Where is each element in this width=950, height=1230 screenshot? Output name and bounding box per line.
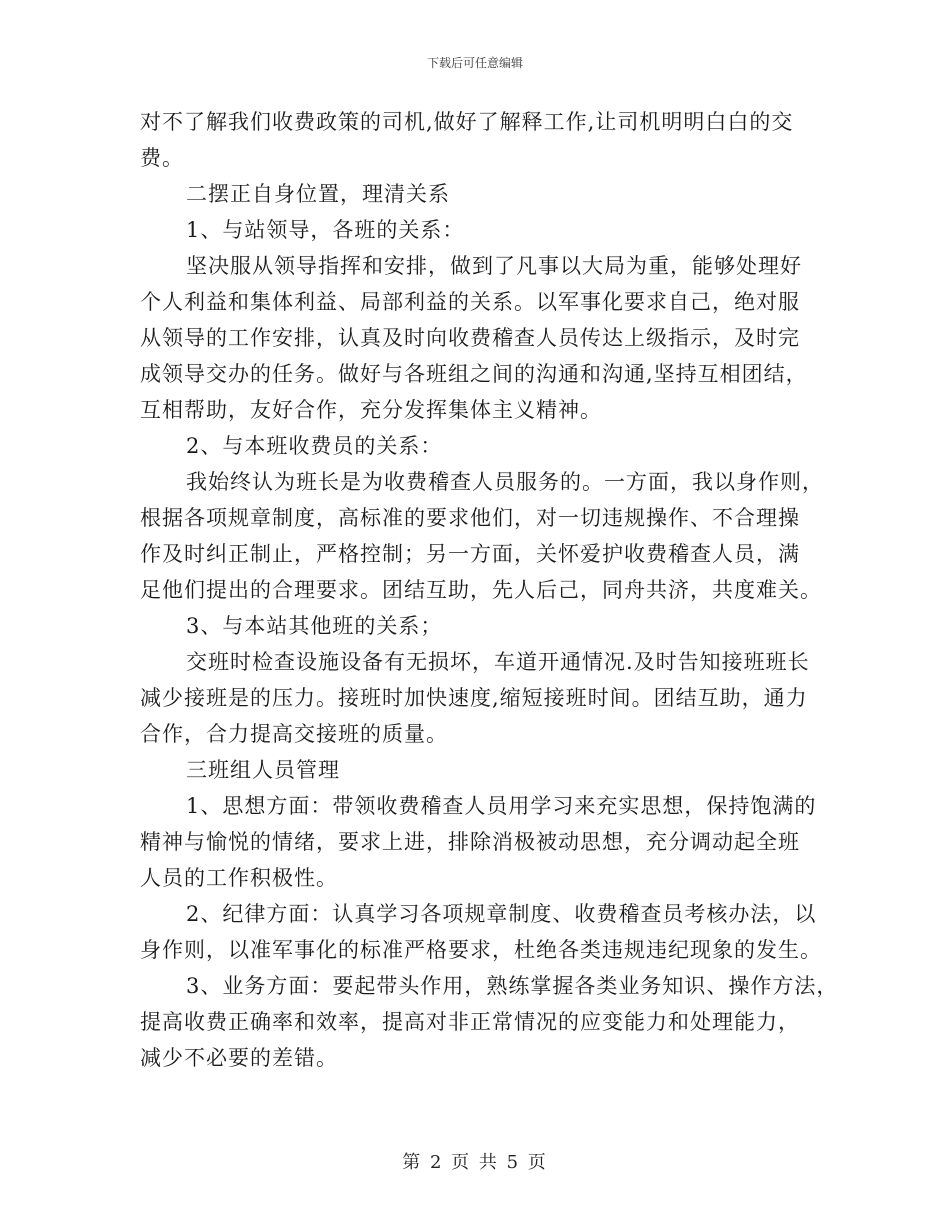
document-body [140, 104, 839, 1076]
page-header: 下载后可任意编辑 [426, 56, 523, 70]
text-line: 坚决服从领导指挥和安排，做到了凡事以大局为重，能够处理好 [186, 254, 802, 278]
text-line: 人员的工作积极性。 [140, 866, 338, 890]
section-heading: 三班组人员管理 [186, 758, 340, 782]
text-line: 减少接班是的压力。接班时加快速度,缩短接班时间。团结互助，通力 [140, 686, 808, 710]
text-line: 互相帮助，友好合作，充分发挥集体主义精神。 [140, 398, 602, 422]
text-line: 身作则，以准军事化的标准严格要求，杜绝各类违规违纪现象的发生。 [140, 938, 822, 962]
text-line: 我始终认为班长是为收费稽查人员服务的。一方面，我以身作则， [186, 470, 824, 494]
text-line: 费。 [140, 146, 184, 170]
text-line: 根据各项规章制度，高标准的要求他们，对一切违规操作、不合理操 [140, 506, 800, 530]
page-number: 第 2 页 共 5 页 [402, 1152, 548, 1173]
text-line: 成领导交办的任务。做好与各班组之间的沟通和沟通,坚持互相团结， [140, 362, 808, 386]
subsection-heading: 2、与本班收费员的关系： [186, 434, 443, 458]
text-line: 1、思想方面：带领收费稽查人员用学习来充实思想，保持饱满的 [186, 794, 817, 818]
subsection-heading: 3、与本站其他班的关系； [186, 614, 443, 638]
text-line: 减少不必要的差错。 [140, 1046, 338, 1070]
text-line: 精神与愉悦的情绪，要求上进，排除消极被动思想，充分调动起全班 [140, 830, 800, 854]
text-line: 合作，合力提高交接班的质量。 [140, 722, 448, 746]
text-line: 个人利益和集体利益、局部利益的关系。以军事化要求自己，绝对服 [140, 290, 800, 314]
text-line: 交班时检查设施设备有无损坏，车道开通情况.及时告知接班班长 [186, 650, 810, 674]
text-line: 2、纪律方面：认真学习各项规章制度、收费稽查员考核办法，以 [186, 902, 817, 926]
subsection-heading: 1、与站领导，各班的关系： [186, 218, 465, 242]
text-line: 对不了解我们收费政策的司机,做好了解释工作,让司机明明白白的交 [140, 110, 794, 134]
section-heading: 二摆正自身位置，理清关系 [186, 182, 450, 206]
text-line: 作及时纠正制止，严格控制；另一方面，关怀爱护收费稽查人员，满 [140, 542, 800, 566]
text-line: 从领导的工作安排，认真及时向收费稽查人员传达上级指示，及时完 [140, 326, 800, 350]
text-line: 足他们提出的合理要求。团结互助，先人后己，同舟共济，共度难关。 [140, 578, 822, 602]
text-line: 3、业务方面：要起带头作用，熟练掌握各类业务知识、操作方法， [186, 974, 839, 998]
text-line: 提高收费正确率和效率，提高对非正常情况的应变能力和处理能力， [140, 1010, 800, 1034]
